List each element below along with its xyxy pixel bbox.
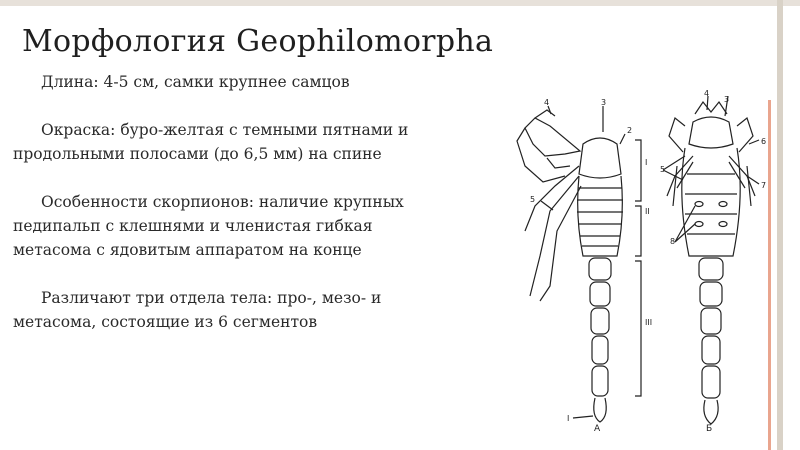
slide-body [13, 70, 493, 358]
figure-label: II [645, 207, 650, 216]
paragraph-length [13, 70, 493, 94]
figure-label: I [567, 414, 570, 423]
figure-label: 2 [627, 126, 633, 135]
figure-caption-a: А [594, 424, 601, 434]
scorpion-dorsal-illustration [495, 96, 665, 440]
text-line: Различают три отдела тела: про-, мезо- и [41, 289, 382, 307]
top-frame-bar [0, 0, 800, 6]
figure-label: 4 [544, 98, 550, 107]
figure-label: 3 [724, 95, 730, 104]
right-frame-stripe [777, 0, 783, 450]
paragraph-features [13, 190, 493, 262]
text-line: педипальп с клешнями и членистая гибкая [13, 217, 373, 235]
slide-title: Морфология Geophilomorpha [22, 24, 494, 59]
figure-label: 4 [704, 89, 710, 98]
text-line: метасома, состоящие из 6 сегментов [13, 313, 318, 331]
text-line: Длина: 4-5 см, самки крупнее самцов [41, 73, 350, 91]
figure-label: 6 [761, 137, 767, 146]
text-line: Окраска: буро-желтая с темными пятнами и [41, 121, 409, 139]
figure-label: I [645, 158, 648, 167]
scorpion-ventral-illustration [655, 96, 767, 440]
figure-label: 5 [530, 195, 536, 204]
text-line: продольными полосами (до 6,5 мм) на спине [13, 145, 382, 163]
figure-label: 8 [670, 237, 676, 246]
right-accent-stripe [768, 100, 771, 450]
figure-label: III [645, 318, 653, 327]
figure-label: 7 [761, 181, 767, 190]
figure-caption-b: Б [706, 424, 713, 434]
figure-label: 5 [660, 165, 666, 174]
text-line: Особенности скорпионов: наличие крупных [41, 193, 404, 211]
paragraph-divisions [13, 286, 493, 334]
paragraph-color [13, 118, 493, 166]
figure-label: 3 [601, 98, 607, 107]
text-line: метасома с ядовитым аппаратом на конце [13, 241, 362, 259]
